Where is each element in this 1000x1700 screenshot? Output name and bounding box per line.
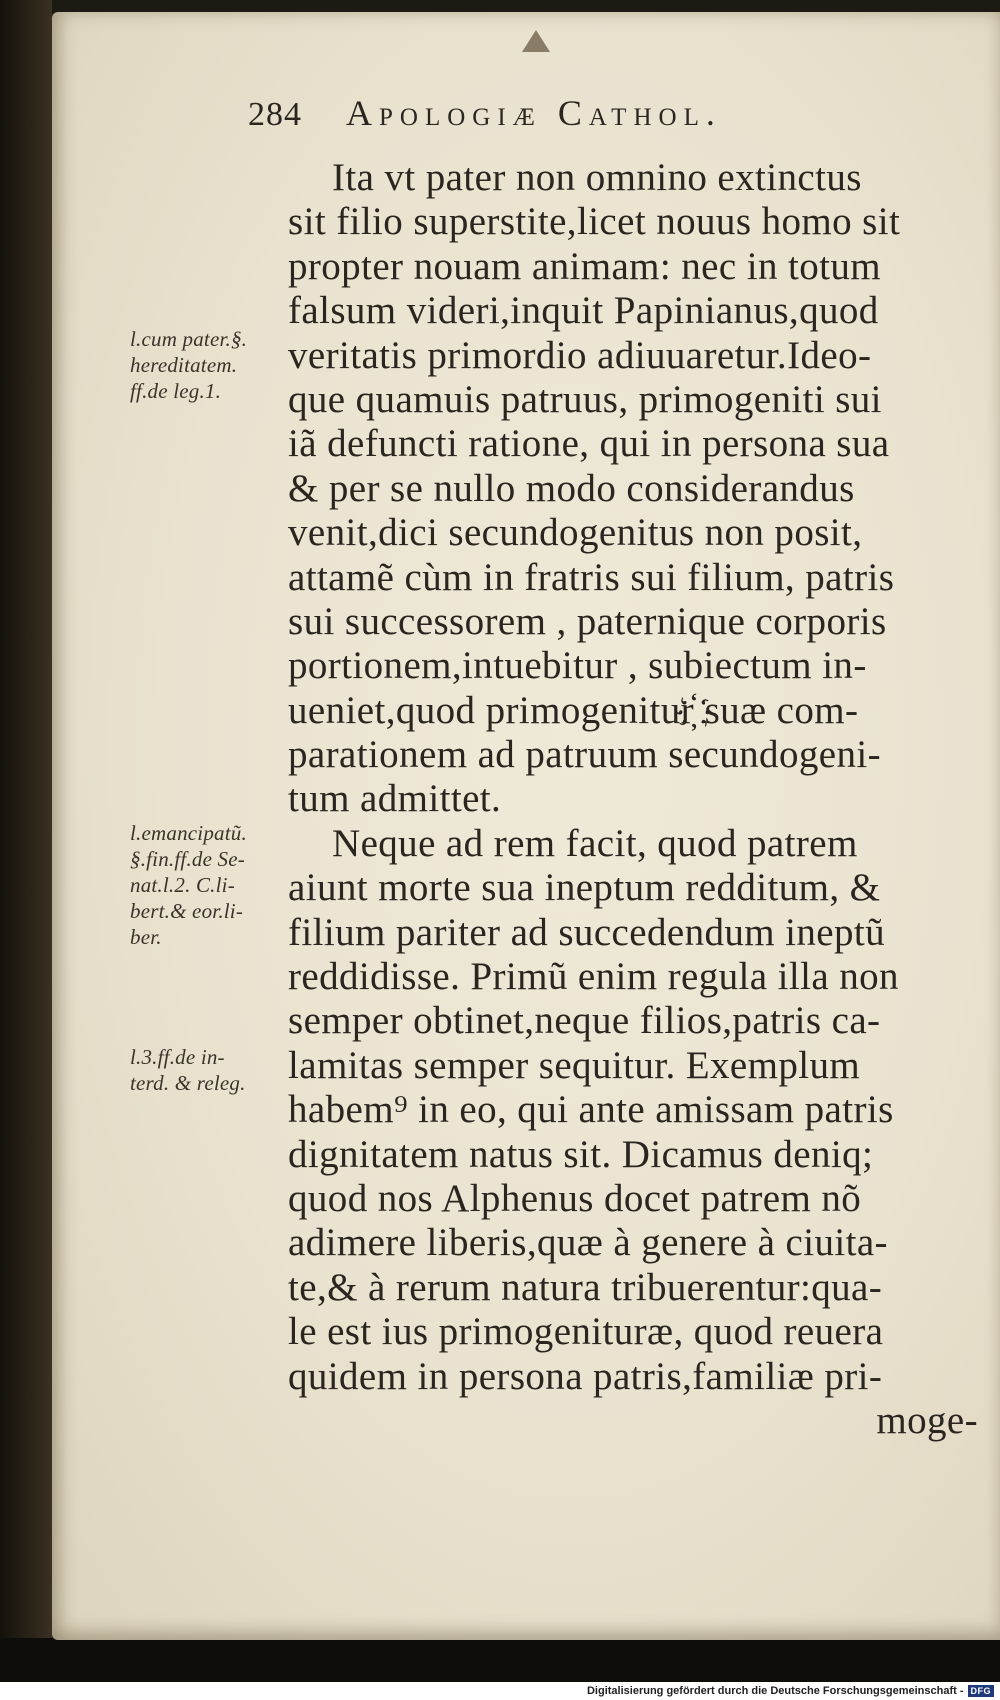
text-line: iã defuncti ratione, qui in persona sua [288,422,890,466]
text-line: dignitatem natus sit. Dicamus deniq; [288,1132,874,1176]
margin-note-line: l.cum pater.§. [130,327,248,351]
text-line: venit,dici secundogenitus non posit, [288,511,863,555]
text-line: reddidisse. Primũ enim regula illa non [288,955,899,999]
text-line: sit filio superstite,licet nouus homo sit [288,200,901,244]
margin-note-line: ff.de leg.1. [130,379,222,403]
text-line: habem⁹ in eo, qui ante amissam patris [288,1088,894,1132]
text-line: le est ius primogenituræ, quod reuera [288,1310,884,1354]
margin-note-line: terd. & releg. [130,1071,246,1095]
running-title: Apologiæ Cathol. [346,93,722,133]
text-line: falsum videri,inquit Papinianus,quod [288,289,879,333]
dfg-logo: DFG [968,1685,995,1697]
funding-notice: Digitalisierung gefördert durch die Deutsche Forschungsgemeinschaft - [586,1685,964,1697]
text-line: adimere liberis,quæ à genere à ciuita- [288,1221,888,1265]
text-line: & per se nullo modo considerandus [288,466,855,510]
page-number: 284 [248,96,302,133]
margin-note-citation [130,326,247,404]
margin-note-citation [130,820,247,950]
text-line: aiunt morte sua ineptum redditum, & [288,866,881,910]
text-line: Ita vt pater non omnino extinctus [332,156,862,199]
text-line: filium pariter ad succedendum ineptũ [288,910,886,954]
body-text [288,156,988,1443]
scan-left-edge [0,0,52,1700]
scan-bottom-edge [0,1638,1000,1682]
margin-note-line: hereditatem. [130,353,238,377]
text-line: ueniet,quod primogenitur҉ suæ com- [288,688,859,732]
text-line: parationem ad patruum secundogeni- [288,733,881,777]
text-line: portionem,intuebitur , subiectum in- [288,644,867,688]
text-line: semper obtinet,neque filios,patris ca- [288,999,881,1043]
page-ornament-icon [522,30,550,52]
text-line: quidem in persona patris,familiæ pri- [288,1354,883,1398]
margin-note-line: l.emancipatũ. [130,821,247,845]
text-line: que quamuis patruus, primogeniti sui [288,377,882,421]
margin-note-line: §.fin.ff.de Se- [130,847,245,871]
margin-note-line: nat.l.2. C.li- [130,873,235,897]
text-line: Neque ad rem facit, quod patrem [332,821,858,865]
funding-footer [0,1682,1000,1700]
text-line: propter nouam animam: nec in totum [288,244,882,288]
running-head [248,92,968,148]
book-page [52,12,1000,1640]
text-line: tum admittet. [288,777,502,821]
text-line: quod nos Alphenus docet patrem nõ [288,1176,862,1220]
margin-note-line: bert.& eor.li- [130,899,244,923]
text-line: te,& à rerum natura tribuerentur:qua- [288,1265,883,1309]
margin-note-citation [130,1044,246,1096]
text-line: sui successorem , paternique corporis [288,599,887,643]
text-line: veritatis primordio adiuuaretur.Ideo- [288,333,872,377]
text-line: attamẽ cùm in fratris sui filium, patris [288,555,895,599]
margin-note-line: l.3.ff.de in- [130,1045,225,1069]
margin-note-line: ber. [130,925,162,949]
text-line: lamitas semper sequitur. Exemplum [288,1043,861,1087]
catchword: moge- [876,1398,978,1442]
